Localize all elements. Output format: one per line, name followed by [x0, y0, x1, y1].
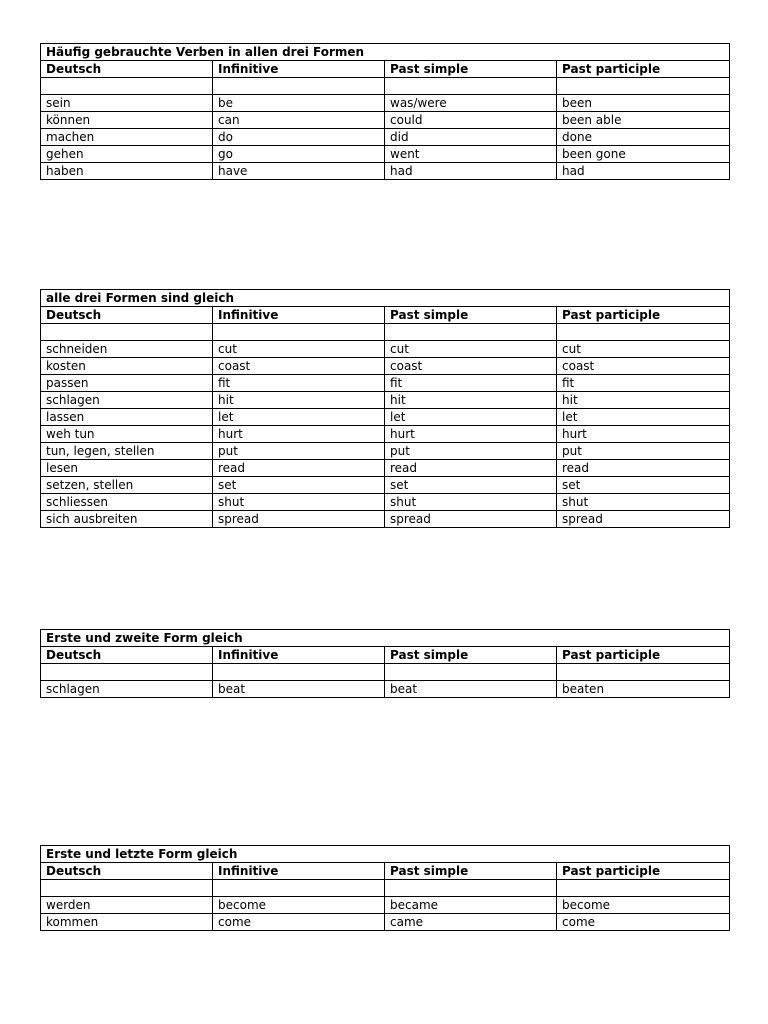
- table-cell: haben: [41, 163, 213, 180]
- empty-cell: [213, 78, 385, 95]
- table-row: [41, 681, 730, 698]
- table-title: Häufig gebrauchte Verben in allen drei Formen: [41, 44, 730, 61]
- table-cell: kosten: [41, 358, 213, 375]
- empty-cell: [213, 880, 385, 897]
- table-cell: hurt: [213, 426, 385, 443]
- verb-table: [40, 43, 730, 180]
- table-cell: been: [557, 95, 730, 112]
- table-cell: do: [213, 129, 385, 146]
- table-cell: been gone: [557, 146, 730, 163]
- table-cell: schlagen: [41, 392, 213, 409]
- verb-table: [40, 845, 730, 931]
- table-row: [41, 511, 730, 528]
- table-cell: become: [557, 897, 730, 914]
- table-cell: hit: [213, 392, 385, 409]
- table-cell: put: [385, 443, 557, 460]
- table-title: alle drei Formen sind gleich: [41, 290, 730, 307]
- table-cell: come: [557, 914, 730, 931]
- table-cell: shut: [557, 494, 730, 511]
- empty-cell: [41, 664, 213, 681]
- table-cell: was/were: [385, 95, 557, 112]
- column-header: Past participle: [557, 61, 730, 78]
- table-cell: set: [385, 477, 557, 494]
- table-cell: beat: [213, 681, 385, 698]
- table-row: [41, 163, 730, 180]
- table-cell: become: [213, 897, 385, 914]
- column-header: Deutsch: [41, 863, 213, 880]
- table-cell: became: [385, 897, 557, 914]
- table-cell: coast: [385, 358, 557, 375]
- table-cell: cut: [385, 341, 557, 358]
- column-header: Past participle: [557, 647, 730, 664]
- empty-cell: [41, 78, 213, 95]
- column-header: Deutsch: [41, 647, 213, 664]
- table-row: [41, 392, 730, 409]
- empty-cell: [385, 880, 557, 897]
- table-cell: fit: [213, 375, 385, 392]
- table-cell: kommen: [41, 914, 213, 931]
- table-row: [41, 375, 730, 392]
- verb-table: [40, 629, 730, 698]
- table-cell: did: [385, 129, 557, 146]
- table-cell: hit: [385, 392, 557, 409]
- table-cell: spread: [385, 511, 557, 528]
- column-header: Infinitive: [213, 647, 385, 664]
- table-cell: come: [213, 914, 385, 931]
- table-cell: sich ausbreiten: [41, 511, 213, 528]
- table-cell: coast: [213, 358, 385, 375]
- table-cell: put: [557, 443, 730, 460]
- table-title: Erste und letzte Form gleich: [41, 846, 730, 863]
- table-row: [41, 112, 730, 129]
- table-cell: tun, legen, stellen: [41, 443, 213, 460]
- column-header: Infinitive: [213, 61, 385, 78]
- empty-cell: [385, 324, 557, 341]
- table-row: [41, 914, 730, 931]
- table-cell: read: [557, 460, 730, 477]
- table-cell: can: [213, 112, 385, 129]
- table-title-row: [41, 44, 730, 61]
- column-header: Past participle: [557, 307, 730, 324]
- column-header: Deutsch: [41, 61, 213, 78]
- table-cell: hit: [557, 392, 730, 409]
- table-cell: could: [385, 112, 557, 129]
- table-cell: lesen: [41, 460, 213, 477]
- column-header: Past simple: [385, 647, 557, 664]
- table-cell: had: [557, 163, 730, 180]
- table-cell: done: [557, 129, 730, 146]
- table-cell: be: [213, 95, 385, 112]
- table-row: [41, 146, 730, 163]
- table-title: Erste und zweite Form gleich: [41, 630, 730, 647]
- table-cell: read: [385, 460, 557, 477]
- table-row: [41, 477, 730, 494]
- table-cell: schlagen: [41, 681, 213, 698]
- table-cell: had: [385, 163, 557, 180]
- table-row: [41, 358, 730, 375]
- table-cell: went: [385, 146, 557, 163]
- column-header: Past simple: [385, 863, 557, 880]
- table-row: [41, 426, 730, 443]
- table-cell: fit: [385, 375, 557, 392]
- table-cell: machen: [41, 129, 213, 146]
- empty-cell: [41, 324, 213, 341]
- empty-cell: [213, 664, 385, 681]
- table-cell: sein: [41, 95, 213, 112]
- table-cell: spread: [213, 511, 385, 528]
- table-header-row: [41, 863, 730, 880]
- table-cell: set: [557, 477, 730, 494]
- empty-row: [41, 78, 730, 95]
- table-header-row: [41, 647, 730, 664]
- empty-row: [41, 324, 730, 341]
- table-cell: setzen, stellen: [41, 477, 213, 494]
- table-cell: spread: [557, 511, 730, 528]
- table-cell: put: [213, 443, 385, 460]
- table-cell: schneiden: [41, 341, 213, 358]
- table-cell: shut: [213, 494, 385, 511]
- empty-cell: [385, 664, 557, 681]
- verb-table: [40, 289, 730, 528]
- table-title-row: [41, 630, 730, 647]
- table-cell: let: [213, 409, 385, 426]
- table-cell: came: [385, 914, 557, 931]
- table-cell: go: [213, 146, 385, 163]
- empty-cell: [41, 880, 213, 897]
- table-cell: werden: [41, 897, 213, 914]
- table-cell: coast: [557, 358, 730, 375]
- table-row: [41, 897, 730, 914]
- table-cell: cut: [213, 341, 385, 358]
- table-cell: fit: [557, 375, 730, 392]
- table-cell: können: [41, 112, 213, 129]
- table-row: [41, 494, 730, 511]
- column-header: Infinitive: [213, 863, 385, 880]
- table-row: [41, 341, 730, 358]
- table-cell: beat: [385, 681, 557, 698]
- table-cell: let: [385, 409, 557, 426]
- table-cell: have: [213, 163, 385, 180]
- table-cell: read: [213, 460, 385, 477]
- table-cell: weh tun: [41, 426, 213, 443]
- table-row: [41, 409, 730, 426]
- table-cell: beaten: [557, 681, 730, 698]
- column-header: Past simple: [385, 61, 557, 78]
- table-cell: gehen: [41, 146, 213, 163]
- table-header-row: [41, 307, 730, 324]
- table-cell: let: [557, 409, 730, 426]
- table-cell: passen: [41, 375, 213, 392]
- column-header: Deutsch: [41, 307, 213, 324]
- table-cell: lassen: [41, 409, 213, 426]
- column-header: Past simple: [385, 307, 557, 324]
- table-cell: shut: [385, 494, 557, 511]
- table-row: [41, 460, 730, 477]
- empty-row: [41, 664, 730, 681]
- empty-cell: [557, 78, 730, 95]
- table-cell: cut: [557, 341, 730, 358]
- empty-cell: [385, 78, 557, 95]
- table-cell: schliessen: [41, 494, 213, 511]
- column-header: Past participle: [557, 863, 730, 880]
- empty-cell: [557, 880, 730, 897]
- table-cell: been able: [557, 112, 730, 129]
- table-row: [41, 129, 730, 146]
- empty-cell: [213, 324, 385, 341]
- empty-cell: [557, 324, 730, 341]
- table-cell: set: [213, 477, 385, 494]
- table-title-row: [41, 846, 730, 863]
- table-cell: hurt: [557, 426, 730, 443]
- table-cell: hurt: [385, 426, 557, 443]
- table-title-row: [41, 290, 730, 307]
- table-row: [41, 443, 730, 460]
- column-header: Infinitive: [213, 307, 385, 324]
- empty-cell: [557, 664, 730, 681]
- table-header-row: [41, 61, 730, 78]
- table-row: [41, 95, 730, 112]
- empty-row: [41, 880, 730, 897]
